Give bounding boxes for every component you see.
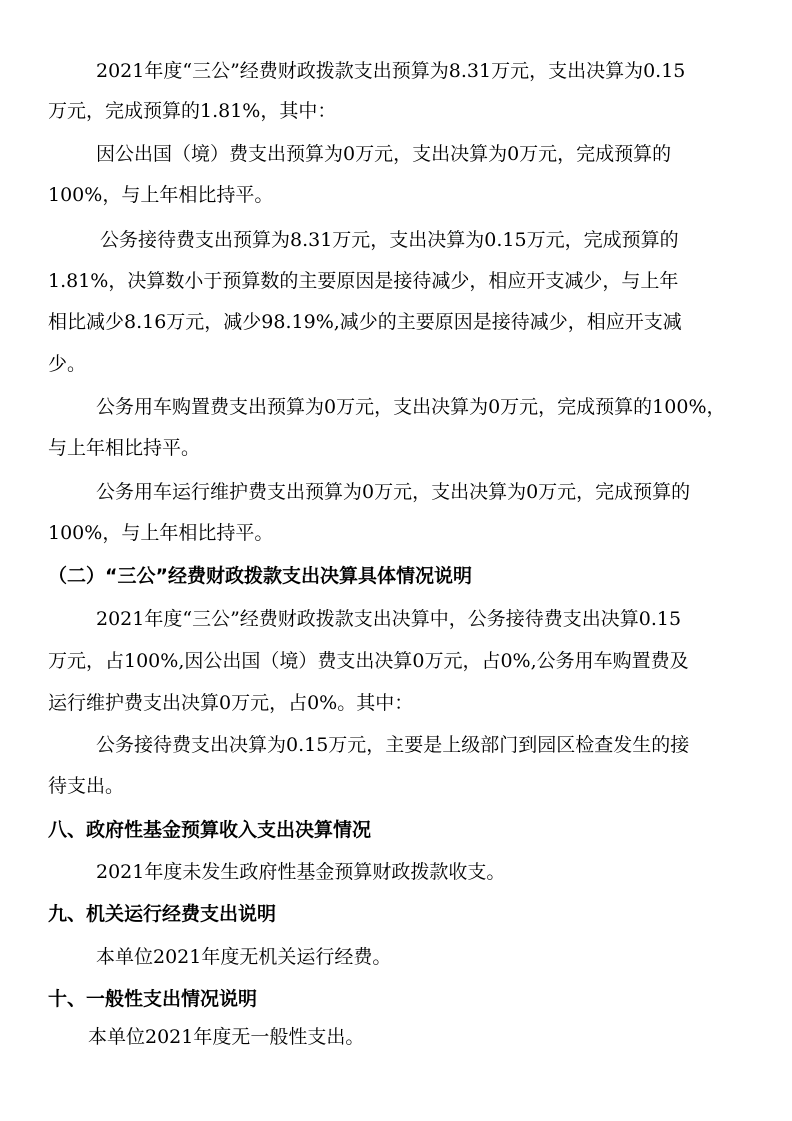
paragraph-line: 因公出国（境）费支出预算为0万元，支出决算为0万元，完成预算的: [96, 143, 672, 165]
paragraph-line: 相比减少8.16万元，减少98.19%,减少的主要原因是接待减少，相应开支减: [48, 311, 682, 333]
paragraph-line: 少。: [48, 353, 87, 375]
paragraph-line: 1.81%，决算数小于预算数的主要原因是接待减少，相应开支减少，与上年: [48, 270, 679, 292]
paragraph-line: 本单位2021年度无机关运行经费。: [96, 946, 392, 968]
section-heading: 十、一般性支出情况说明: [48, 988, 258, 1010]
paragraph-line: 2021年度未发生政府性基金预算财政拨款收支。: [96, 861, 506, 883]
paragraph-line: 100%，与上年相比持平。: [48, 184, 274, 206]
paragraph-line: 公务接待费支出决算为0.15万元，主要是上级部门到园区检查发生的接: [96, 734, 690, 756]
paragraph-line: 公务接待费支出预算为8.31万元，支出决算为0.15万元，完成预算的: [100, 229, 679, 251]
paragraph-line: 公务用车购置费支出预算为0万元，支出决算为0万元，完成预算的100%，: [96, 396, 726, 418]
paragraph-line: 公务用车运行维护费支出预算为0万元，支出决算为0万元，完成预算的: [96, 481, 691, 503]
paragraph-line: 万元，完成预算的1.81%，其中：: [48, 100, 337, 122]
section-heading: 八、政府性基金预算收入支出决算情况: [48, 819, 372, 841]
section-subheading: （二）“三公”经费财政拨款支出决算具体情况说明: [48, 565, 472, 587]
paragraph-line: 待支出。: [48, 775, 125, 797]
paragraph-line: 万元，占100%,因公出国（境）费支出决算0万元，占0%,公务用车购置费及: [48, 650, 689, 672]
paragraph-line: 100%，与上年相比持平。: [48, 522, 274, 544]
paragraph-line: 2021年度“三公”经费财政拨款支出决算中，公务接待费支出决算0.15: [96, 608, 682, 630]
paragraph-line: 与上年相比持平。: [48, 437, 201, 459]
paragraph-line: 运行维护费支出决算0万元，占0%。其中：: [48, 692, 414, 714]
paragraph-line: 本单位2021年度无一般性支出。: [88, 1026, 365, 1048]
paragraph-line: 2021年度“三公”经费财政拨款支出预算为8.31万元，支出决算为0.15: [96, 60, 686, 82]
section-heading: 九、机关运行经费支出说明: [48, 903, 277, 925]
